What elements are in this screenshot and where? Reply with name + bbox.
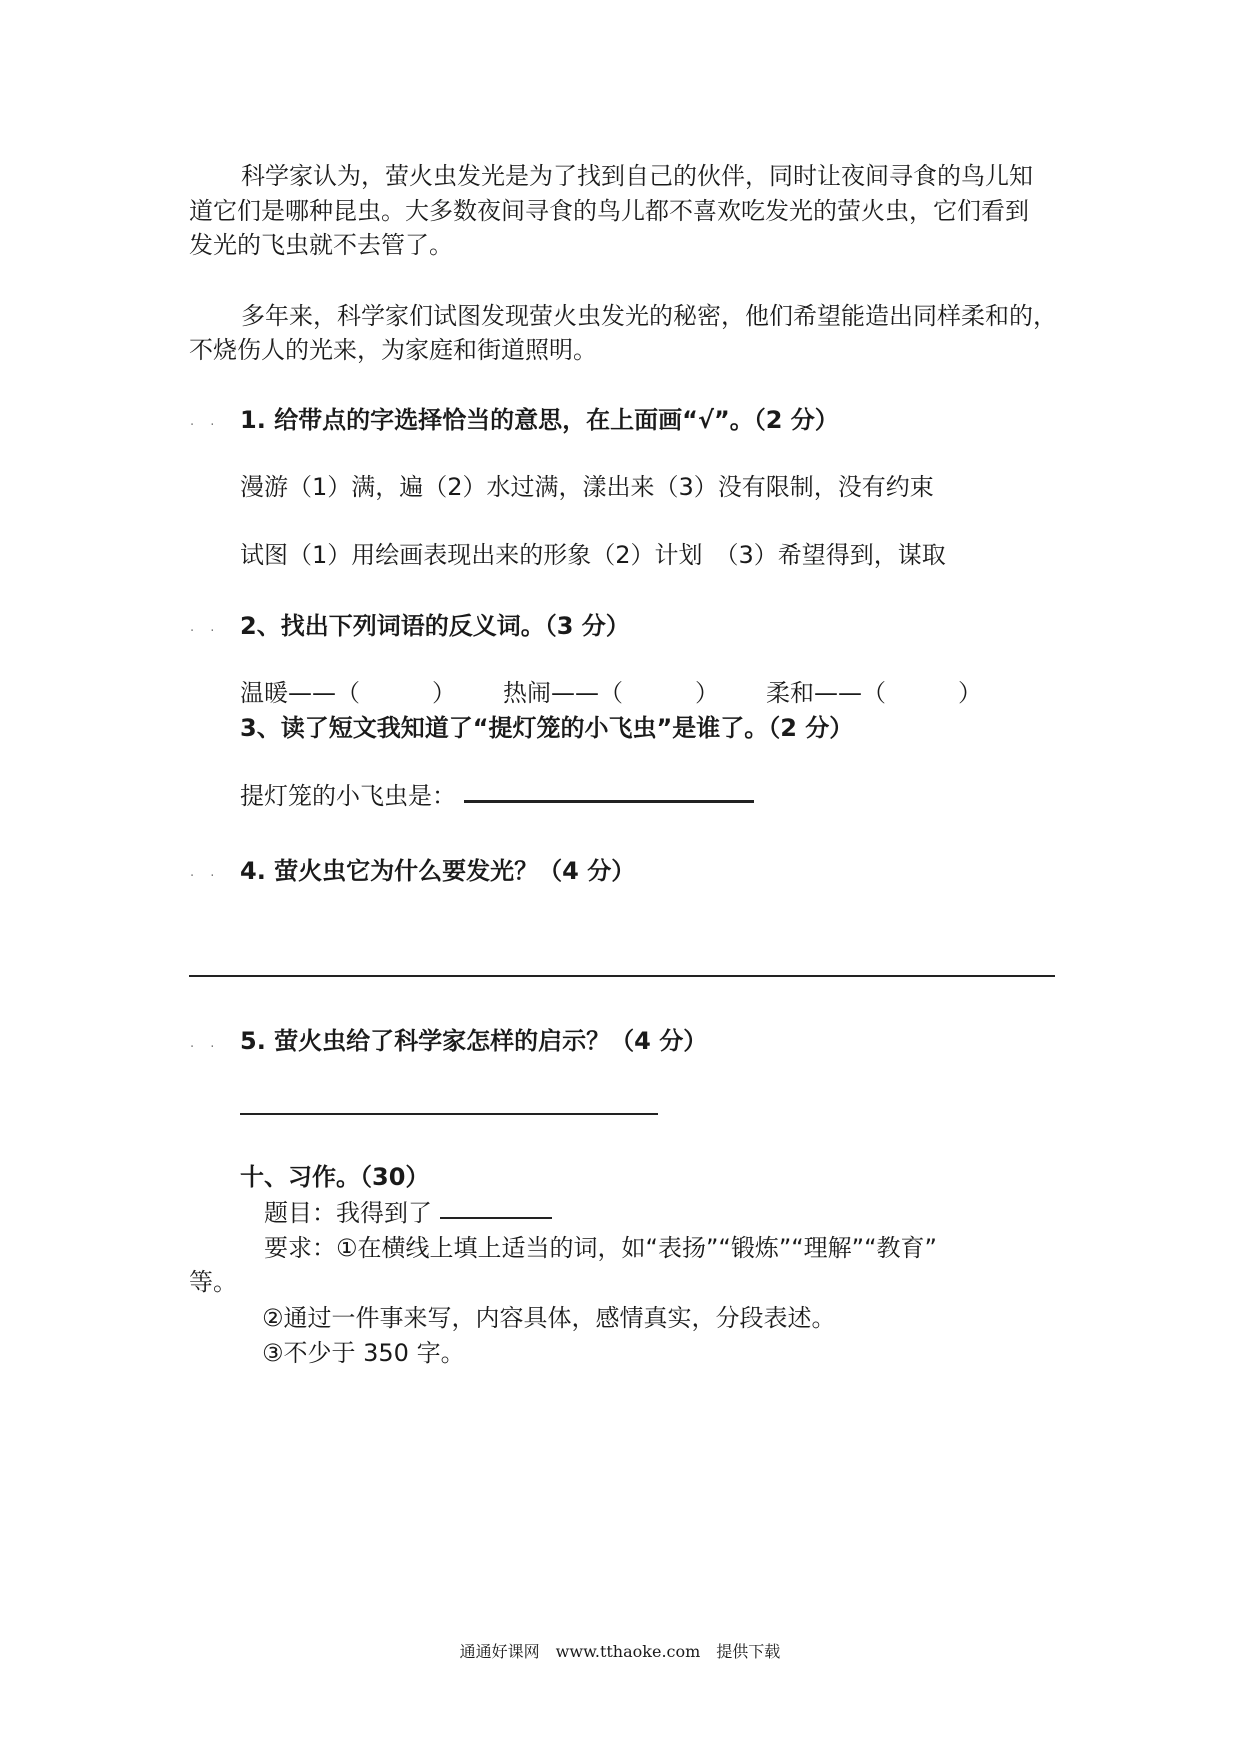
answer-line[interactable] [464,800,754,803]
passage-line: 发光的飞虫就不去管了。 [189,231,453,259]
requirement-3: ③不少于 350 字。 [262,1339,465,1367]
antonym-item-3: 柔和——（ ） [766,679,982,707]
question-4-title: 4. 萤火虫它为什么要发光？（4 分） [240,857,636,885]
margin-dots: . . [190,1036,221,1051]
question-5-title: 5. 萤火虫给了科学家怎样的启示？（4 分） [240,1027,708,1055]
question-1-option-line: 试图（1）用绘画表现出来的形象（2）计划 （3）希望得到，谋取 [240,541,946,569]
antonym-item-2: 热闹——（ ） [503,679,719,707]
antonym-item-1: 温暖——（ ） [240,679,456,707]
answer-line[interactable] [240,1113,658,1115]
margin-dots: . . [190,865,221,880]
requirement-2: ②通过一件事来写，内容具体，感情真实，分段表述。 [262,1304,836,1332]
passage-line: 道它们是哪种昆虫。大多数夜间寻食的鸟儿都不喜欢吃发光的萤火虫，它们看到 [189,197,1029,225]
passage-line: 多年来，科学家们试图发现萤火虫发光的秘密，他们希望能造出同样柔和的， [241,302,1057,330]
question-1-title: 1. 给带点的字选择恰当的意思，在上面画“√”。（2 分） [240,406,839,434]
requirement-1: 要求：①在横线上填上适当的词，如“表扬”“锻炼”“理解”“教育” [264,1234,937,1262]
answer-label: 提灯笼的小飞虫是： [240,782,456,810]
composition-topic: 题目：我得到了 [264,1199,432,1227]
question-1-option-line: 漫游（1）满，遍（2）水过满，漾出来（3）没有限制，没有约束 [240,473,934,501]
footer-text: 通通好课网 www.tthaoke.com 提供下载 [459,1642,781,1661]
answer-line[interactable] [189,975,1055,977]
topic-blank-line[interactable] [440,1217,552,1219]
section-heading: 十、习作。（30） [240,1163,430,1191]
passage-line: 科学家认为，萤火虫发光是为了找到自己的伙伴，同时让夜间寻食的鸟儿知 [241,162,1033,190]
question-2-title: 2、找出下列词语的反义词。（3 分） [240,612,630,640]
question-3-title: 3、读了短文我知道了“提灯笼的小飞虫”是谁了。（2 分） [240,714,854,742]
margin-dots: . . [190,414,221,429]
margin-dots: . . [190,620,221,635]
passage-line: 不烧伤人的光来，为家庭和街道照明。 [189,336,597,364]
requirement-1-continued: 等。 [189,1268,237,1296]
